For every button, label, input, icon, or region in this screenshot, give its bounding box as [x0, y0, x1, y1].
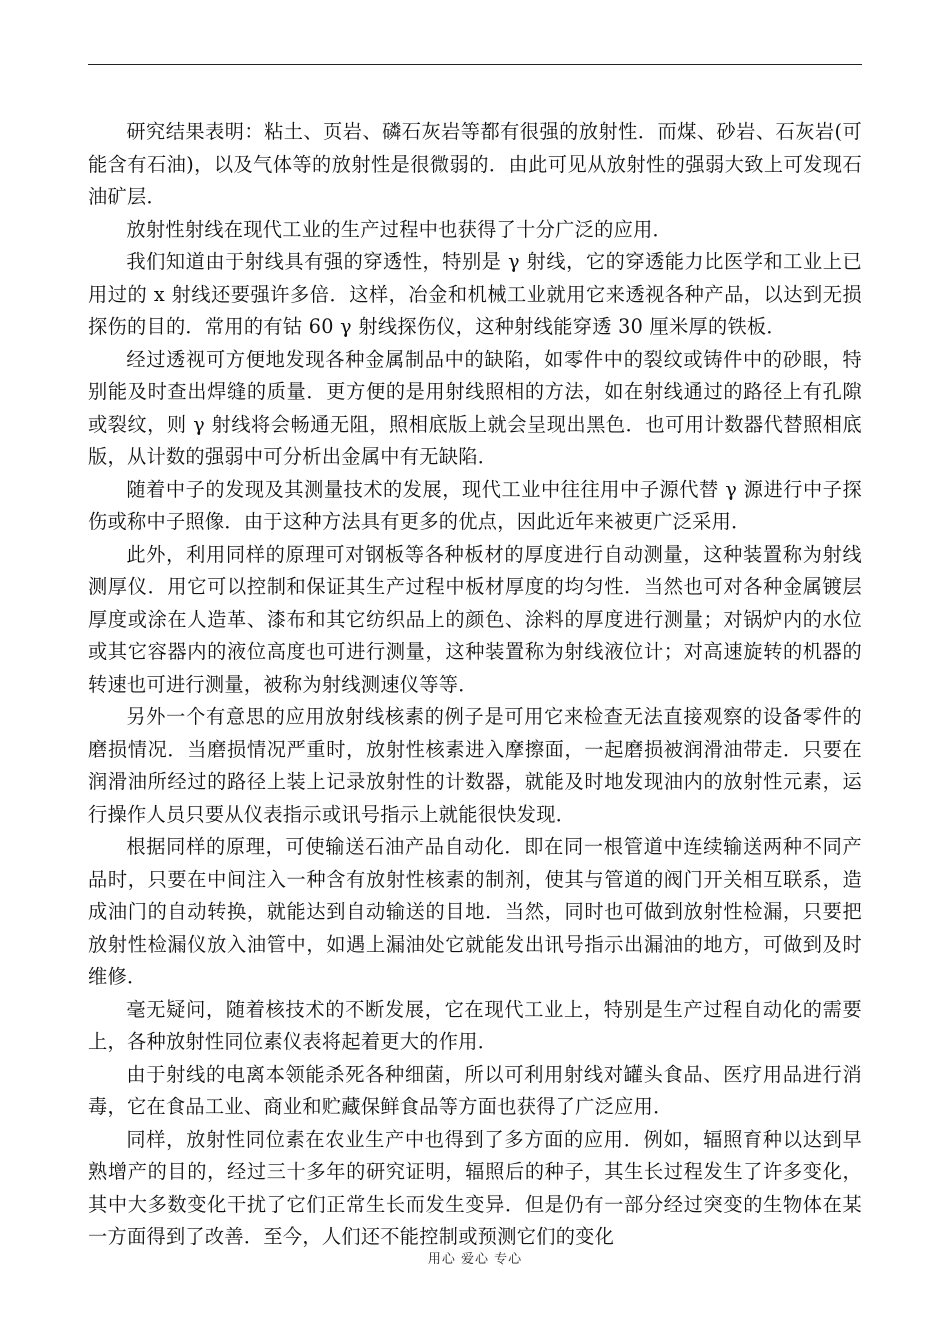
paragraph: 经过透视可方便地发现各种金属制品中的缺陷，如零件中的裂纹或铸件中的砂眼，特别能及时查出焊缝的质量．更方便的是用射线照相的方法，如在射线通过的路径上有孔隙或裂纹，则 γ 射线将会畅通无阻，照相底版上就会呈现出黑色．也可用计数器代替照相底版，从计数的强弱中可分析出金属中有无缺陷． — [88, 347, 862, 468]
paragraph: 另外一个有意思的应用放射线核素的例子是可用它来检查无法直接观察的设备零件的磨损情况．当磨损情况严重时，放射性核素进入摩擦面，一起磨损被润滑油带走．只要在润滑油所经过的路径上装上记录放射性的计数器，就能及时地发现油内的放射性元素，运行操作人员只要从仪表指示或讯号指示上就能很快发现． — [88, 705, 862, 826]
paragraph: 我们知道由于射线具有强的穿透性，特别是 γ 射线，它的穿透能力比医学和工业上已用过的 x 射线还要强许多倍．这样，冶金和机械工业就用它来透视各种产品，以达到无损探伤的目的．常用的有钴 60 γ 射线探伤仪，这种射线能穿透 30 厘米厚的铁板． — [88, 250, 862, 338]
document-body — [88, 116, 862, 1254]
paragraph: 放射性射线在现代工业的生产过程中也获得了十分广泛的应用． — [126, 217, 673, 241]
paragraph: 同样，放射性同位素在农业生产中也得到了多方面的应用．例如，辐照育种以达到早熟增产的目的，经过三十多年的研究证明，辐照后的种子，其生长过程发生了许多变化，其中大多数变化干扰了它们正常生长而发生变异．但是仍有一部分经过突变的生物体在某一方面得到了改善．至今，人们还不能控制或预测它们的变化 — [88, 1127, 862, 1248]
header-rule — [88, 64, 862, 65]
paragraph: 此外，利用同样的原理可对钢板等各种板材的厚度进行自动测量，这种装置称为射线测厚仪．用它可以控制和保证其生产过程中板材厚度的均匀性．当然也可对各种金属镀层厚度或涂在人造革、漆布和其它纺织品上的颜色、涂料的厚度进行测量；对锅炉内的水位或其它容器内的液位高度也可进行测量，这种装置称为射线液位计；对高速旋转的机器的转速也可进行测量，被称为射线测速仪等等． — [88, 542, 862, 696]
paragraph: 研究结果表明：粘土、页岩、磷石灰岩等都有很强的放射性．而煤、砂岩、石灰岩(可能含有石油)，以及气体等的放射性是很微弱的．由此可见从放射性的强弱大致上可发现石油矿层． — [88, 120, 862, 208]
paragraph: 毫无疑问，随着核技术的不断发展，它在现代工业上，特别是生产过程自动化的需要上，各种放射性同位素仪表将起着更大的作用． — [88, 997, 862, 1053]
paragraph: 随着中子的发现及其测量技术的发展，现代工业中往往用中子源代替 γ 源进行中子探伤或称中子照像．由于这种方法具有更多的优点，因此近年来被更广泛采用． — [88, 477, 862, 533]
paragraph: 根据同样的原理，可使输送石油产品自动化．即在同一根管道中连续输送两种不同产品时，只要在中间注入一种含有放射性核素的制剂，使其与管道的阀门开关相互联系，造成油门的自动转换，就能达到自动输送的目地．当然，同时也可做到放射性检漏，只要把放射性检漏仪放入油管中，如遇上漏油处它就能发出讯号指示出漏油的地方，可做到及时维修． — [88, 835, 862, 988]
page-footer: 用心 爱心 专心 — [427, 1252, 523, 1267]
paragraph: 由于射线的电离本领能杀死各种细菌，所以可利用射线对罐头食品、医疗用品进行消毒，它在食品工业、商业和贮藏保鲜食品等方面也获得了广泛应用． — [88, 1062, 862, 1118]
